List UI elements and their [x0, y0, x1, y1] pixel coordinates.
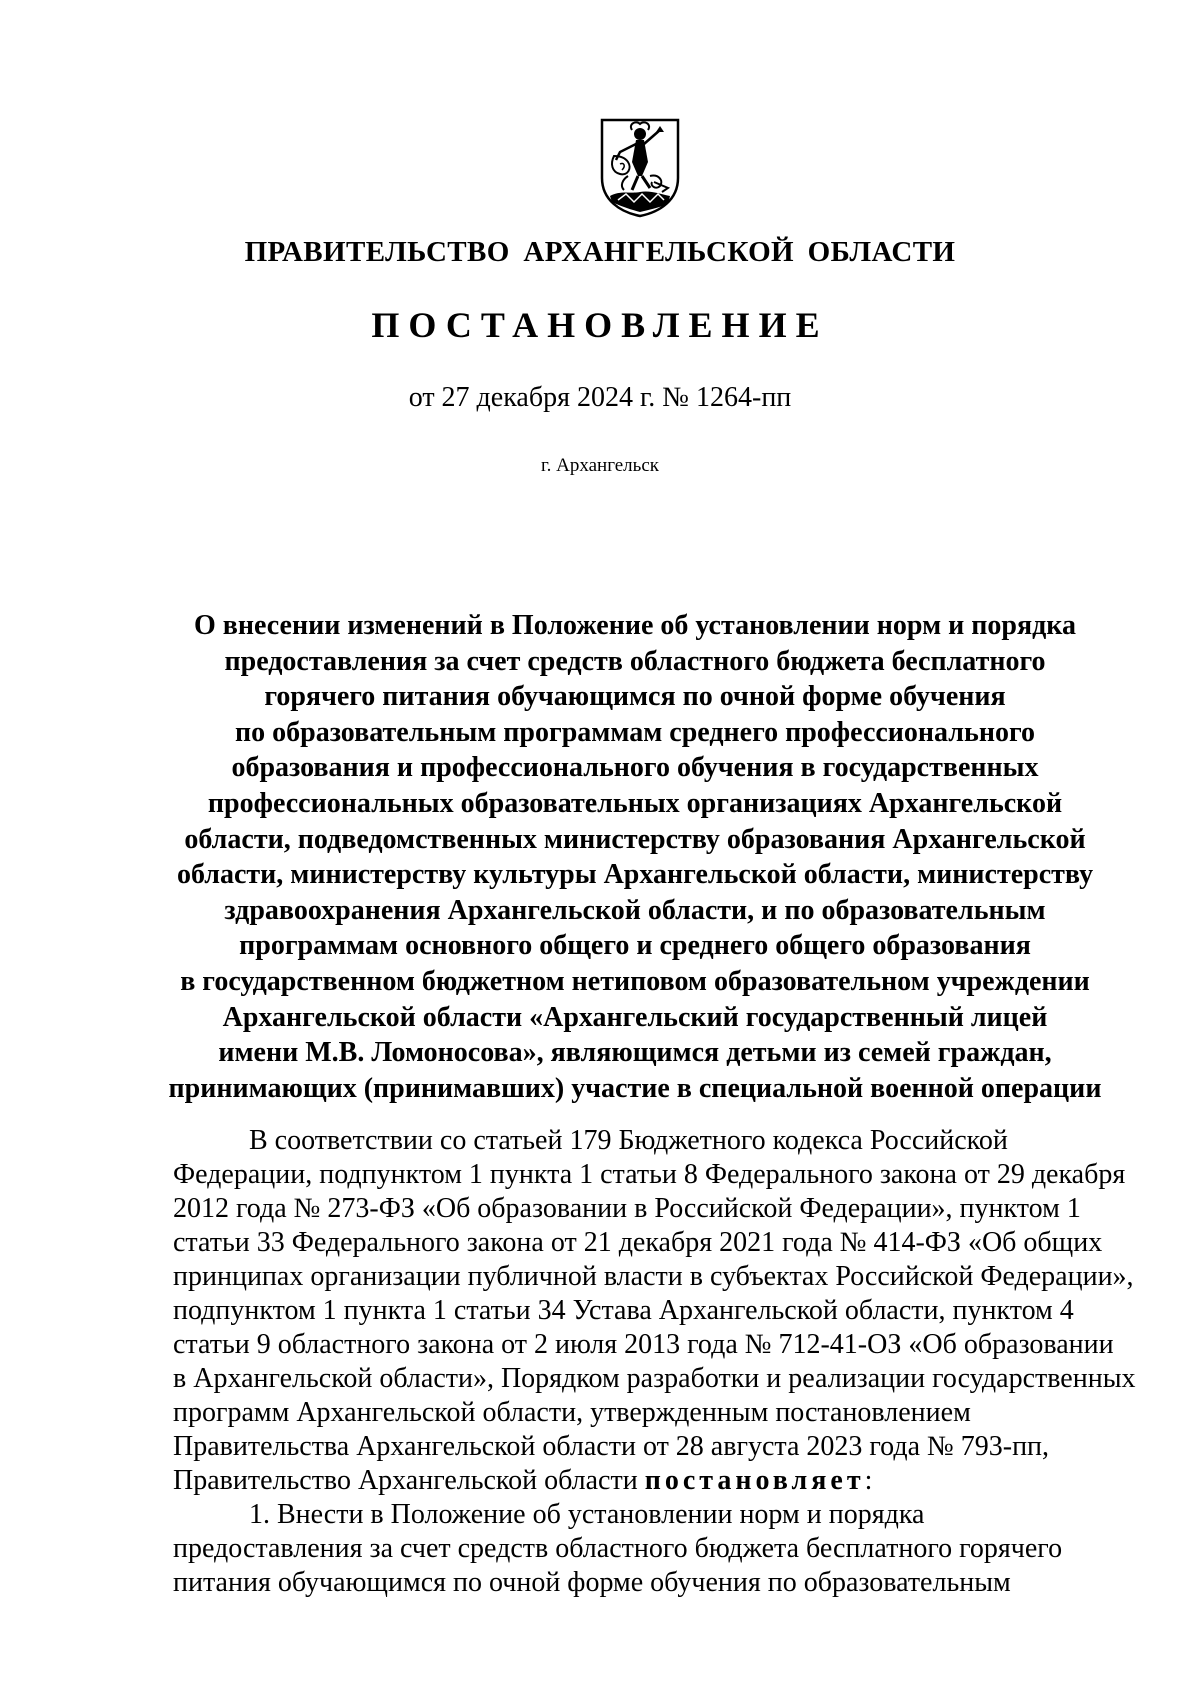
subject-line: Архангельской области «Архангельский государственный лицей [222, 1001, 1048, 1033]
preamble-line: статьи 33 Федерального закона от 21 декабря 2021 года № 414-ФЗ «Об общих [173, 1227, 1103, 1258]
preamble-line: в Архангельской области», Порядком разработки и реализации государственных [173, 1363, 1136, 1394]
preamble-line: Федерации, подпунктом 1 пункта 1 статьи 8 Федерального закона от 29 декабря [173, 1159, 1126, 1190]
preamble-final-line [173, 1464, 1115, 1498]
subject-line: по образовательным программам среднего профессионального [235, 716, 1035, 748]
coat-of-arms-emblem [598, 116, 682, 218]
subject-line: имени М.В. Ломоносова», являющимся детьми из семей граждан, [218, 1037, 1052, 1069]
preamble-line: статьи 9 областного закона от 2 июля 2013 года № 712-41-ОЗ «Об образовании [173, 1329, 1114, 1360]
government-title: ПРАВИТЕЛЬСТВО АРХАНГЕЛЬСКОЙ ОБЛАСТИ [244, 236, 956, 268]
subject-line: образования и профессионального обучения в государственных [231, 752, 1039, 784]
subject-line: здравоохранения Архангельской области, и по образовательным [224, 894, 1046, 926]
document-city: г. Архангельск [540, 455, 659, 476]
document-subject-heading [150, 608, 1120, 1106]
preamble-line: программ Архангельской области, утвержденным постановлением [173, 1397, 971, 1428]
decree-word: постановляет [644, 1465, 865, 1496]
subject-line: принимающих (принимавших) участие в специальной военной операции [168, 1072, 1102, 1104]
preamble-line: подпунктом 1 пункта 1 статьи 34 Устава Архангельской области, пунктом 4 [173, 1295, 1074, 1326]
preamble-line: Правительства Архангельской области от 28 августа 2023 года № 793-пп, [173, 1431, 1050, 1462]
subject-line: области, подведомственных министерству образования Архангельской [184, 823, 1086, 855]
subject-line: горячего питания обучающимся по очной форме обучения [264, 681, 1006, 713]
preamble-final-lead: Правительство Архангельской области [173, 1465, 645, 1496]
item1-line: 1. Внести в Положение об установлении норм и порядка [249, 1499, 925, 1530]
subject-line: профессиональных образовательных организациях Архангельской [207, 787, 1063, 819]
item1-line: питания обучающимся по очной форме обучения по образовательным [173, 1567, 1011, 1598]
document-type-heading: ПОСТАНОВЛЕНИЕ [371, 305, 829, 345]
item1-line: предоставления за счет средств областного бюджета бесплатного горячего [173, 1533, 1063, 1564]
subject-line: области, министерству культуры Архангельской области, министерству [176, 859, 1094, 891]
subject-line: программам основного общего и среднего общего образования [239, 930, 1031, 962]
subject-line: О внесении изменений в Положение об установлении норм и порядка [193, 610, 1077, 641]
preamble-line: 2012 года № 273-ФЗ «Об образовании в Российской Федерации», пунктом 1 [173, 1193, 1081, 1224]
subject-line: предоставления за счет средств областного бюджета бесплатного [224, 645, 1046, 677]
document-date-number: от 27 декабря 2024 г. № 1264-пп [408, 382, 792, 413]
preamble-line: В соответствии со статьей 179 Бюджетного кодекса Российской [249, 1125, 1008, 1156]
decree-colon: : [864, 1465, 873, 1496]
preamble-line: принципах организации публичной власти в субъектах Российской Федерации», [173, 1261, 1134, 1292]
document-body [173, 1124, 1136, 1600]
subject-line: в государственном бюджетном нетиповом образовательном учреждении [180, 965, 1090, 997]
